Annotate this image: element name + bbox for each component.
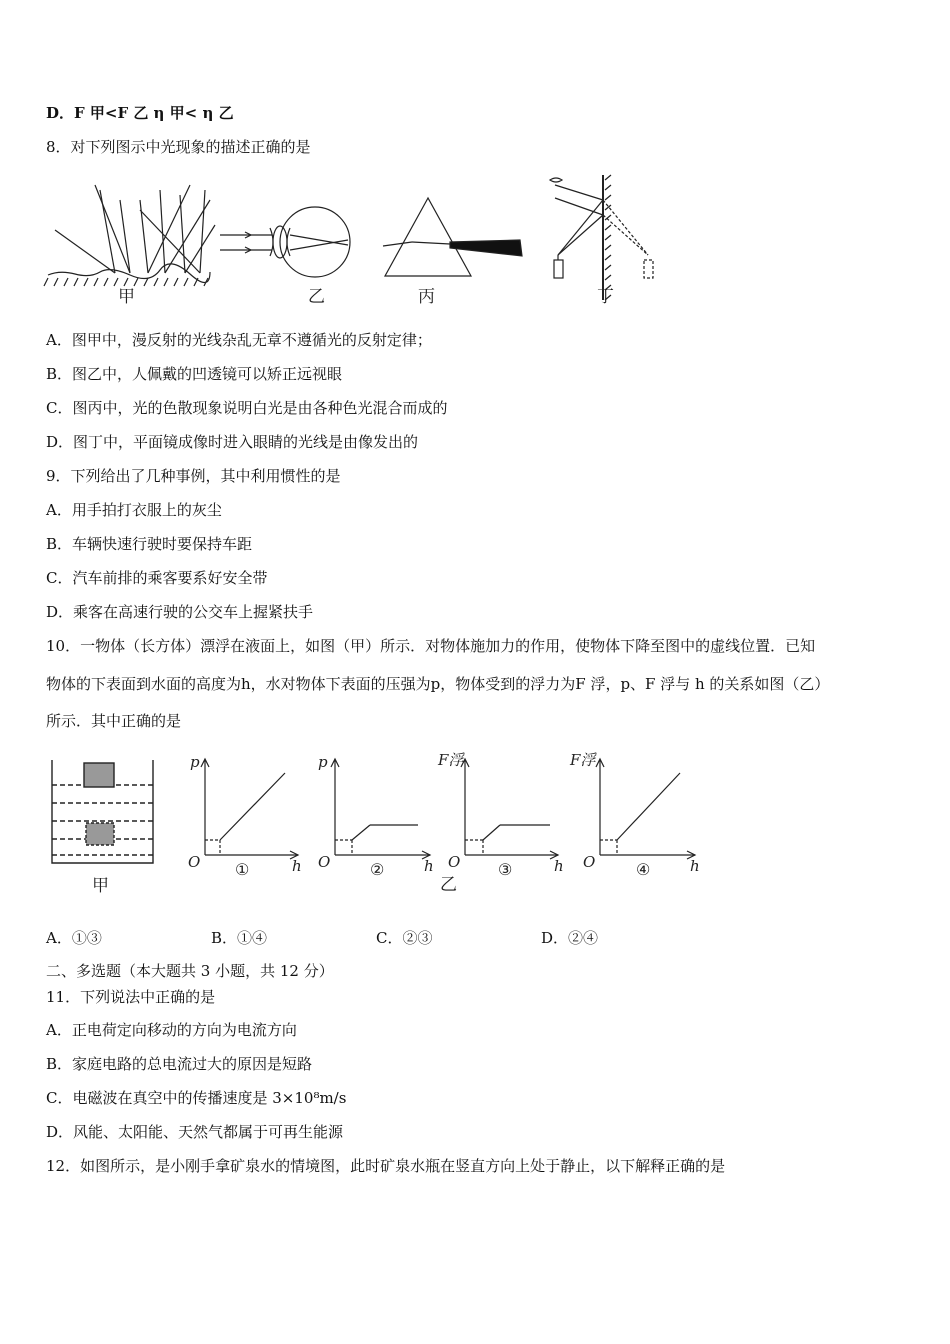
q11-option-c: C．电磁波在真空中的传播速度是 3×10⁸m/s (46, 1089, 347, 1107)
figure-label-ding: 丁 (597, 287, 614, 307)
figure-bing-prism (383, 198, 522, 276)
figure-label-jia: 甲 (92, 876, 109, 896)
q8-option-a: A．图甲中，漫反射的光线杂乱无章不遵循光的反射定律； (46, 331, 432, 349)
graph-4-number: ④ (636, 860, 651, 879)
q9-option-b: B．车辆快速行驶时要保持车距 (46, 535, 253, 553)
graph-2-ylabel: p (318, 753, 328, 771)
q11-stem: 11．下列说法中正确的是 (46, 988, 216, 1006)
q10-stem-line2: 物体的下表面到水面的高度为h，水对物体下表面的压强为p，物体受到的浮力为F 浮，p、F 浮与 h 的关系如图（乙） (46, 675, 830, 693)
graph-1-number: ① (235, 860, 250, 879)
q10-option-a: A．①③ (46, 929, 102, 947)
graph-2-xlabel: h (424, 857, 434, 875)
figure-label-yi: 乙 (308, 287, 325, 307)
graph-3-ylabel: F浮 (438, 751, 464, 769)
q10-options (46, 928, 598, 948)
q9-option-d: D．乘客在高速行驶的公交车上握紧扶手 (46, 603, 314, 621)
q8-figures (40, 170, 680, 315)
q8-option-b: B．图乙中，人佩戴的凹透镜可以矫正远视眼 (46, 365, 343, 383)
graph-4-xlabel: h (690, 857, 700, 875)
q11-option-a: A．正电荷定向移动的方向为电流方向 (46, 1021, 297, 1039)
q10-stem-line1: 10．一物体（长方体）漂浮在液面上，如图（甲）所示．对物体施加力的作用，使物体下降至图中的虚线位置．已知 (46, 637, 816, 655)
graph-3-xlabel: h (554, 857, 564, 875)
graph-1-xlabel: h (292, 857, 302, 875)
figure-label-bing: 丙 (418, 287, 435, 307)
q9-stem: 9．下列给出了几种事例，其中利用惯性的是 (46, 467, 341, 485)
graph-1-origin: O (188, 853, 201, 871)
q8-stem: 8．对下列图示中光现象的描述正确的是 (46, 138, 311, 156)
graph-1 (201, 759, 298, 859)
q11-option-b: B．家庭电路的总电流过大的原因是短路 (46, 1055, 313, 1073)
figure-ding-plane-mirror (550, 175, 653, 300)
q10-option-d: D．②④ (541, 929, 599, 947)
graph-4-ylabel: F浮 (570, 751, 596, 769)
q11-option-d: D．风能、太阳能、天然气都属于可再生能源 (46, 1123, 344, 1141)
graph-2 (331, 759, 430, 859)
q7-option-d: D．F 甲<F 乙 η 甲< η 乙 (46, 104, 234, 122)
q12-stem: 12．如图所示，是小刚手拿矿泉水的情境图，此时矿泉水瓶在竖直方向上处于静止，以下解释正确的是 (46, 1157, 726, 1175)
q10-stem-line3: 所示．其中正确的是 (46, 712, 182, 730)
section-heading: 二、多选题（本大题共 3 小题，共 12 分） (46, 962, 334, 980)
graph-2-number: ② (370, 860, 385, 879)
figure-jia-diffuse-reflection (44, 185, 215, 286)
graph-4 (596, 759, 695, 859)
figure-label-yi: 乙 (440, 875, 457, 895)
graph-1-ylabel: p (190, 753, 200, 771)
graph-3-number: ③ (498, 860, 513, 879)
graph-3 (461, 759, 558, 859)
graph-2-origin: O (318, 853, 331, 871)
q8-option-d: D．图丁中，平面镜成像时进入眼睛的光线是由像发出的 (46, 433, 419, 451)
figure-yi-eye-lens (220, 207, 350, 277)
figure-jia-container (52, 760, 153, 863)
q10-option-c: C．②③ (376, 929, 433, 947)
q9-option-a: A．用手拍打衣服上的灰尘 (46, 501, 222, 519)
graph-4-origin: O (583, 853, 596, 871)
q8-option-c: C．图丙中，光的色散现象说明白光是由各种色光混合而成的 (46, 399, 448, 417)
q10-option-b: B．①④ (211, 929, 268, 947)
graph-3-origin: O (448, 853, 461, 871)
q10-figures (40, 745, 720, 900)
q9-option-c: C．汽车前排的乘客要系好安全带 (46, 569, 268, 587)
figure-label-jia: 甲 (118, 287, 135, 307)
